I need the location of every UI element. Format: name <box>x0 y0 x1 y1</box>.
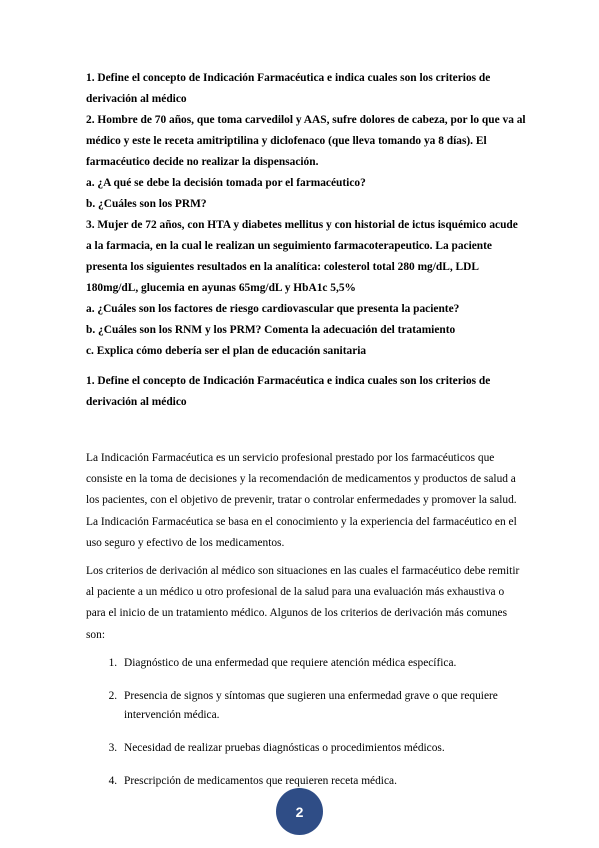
list-item: 2. Presencia de signos y síntomas que sugieren una enfermedad grave o que requiere intervención médica. <box>120 687 526 725</box>
question-3: 3. Mujer de 72 años, con HTA y diabetes mellitus y con historial de ictus isquémico acude a la farmacia, en la cual le realizan un seguimiento farmacoterapeutico. La paciente presenta los siguientes resultados en la analítica: colesterol total 280 mg/dL, LDL 180mg/dL, glucemia en ayunas 65mg/dL y HbA1c 5,5% <box>86 219 518 294</box>
question-2: 2. Hombre de 70 años, que toma carvedilol y AAS, sufre dolores de cabeza, por lo que va al médico y este le receta amitriptilina y diclofenaco (que lleva tomando ya 8 días). El farmacéutico decide no realizar la dispensación. <box>86 114 526 168</box>
page-number-badge: 2 <box>276 788 323 835</box>
question-3a: a. ¿Cuáles son los factores de riesgo cardiovascular que presenta la paciente? <box>86 303 460 315</box>
question-3b: b. ¿Cuáles son los RNM y los PRM? Comenta la adecuación del tratamiento <box>86 324 456 336</box>
paragraph-definition: La Indicación Farmacéutica es un servicio profesional prestado por los farmacéuticos que consiste en la toma de decisiones y la recomendación de medicamentos y productos de salud a los pacientes, con el objetivo de prevenir, tratar o controlar enfermedades y promover la salud. La Indicación Farmacéutica se basa en el conocimiento y la experiencia del farmacéutico en el uso seguro y efectivo de los medicamentos. <box>86 452 517 549</box>
document-page <box>86 68 526 791</box>
list-item: 3. Necesidad de realizar pruebas diagnósticas o procedimientos médicos. <box>120 739 526 758</box>
questions-block <box>86 68 526 362</box>
list-item: 1. Diagnóstico de una enfermedad que requiere atención médica específica. <box>120 654 526 673</box>
question-1: 1. Define el concepto de Indicación Farmacéutica e indica cuales son los criterios de derivación al médico <box>86 72 491 105</box>
list-item: 4. Prescripción de medicamentos que requieren receta médica. <box>120 772 526 791</box>
criteria-list <box>86 654 526 791</box>
question-2a: a. ¿A qué se debe la decisión tomada por el farmacéutico? <box>86 177 366 189</box>
answer-heading: 1. Define el concepto de Indicación Farmacéutica e indica cuales son los criterios de derivación al médico <box>86 375 491 408</box>
question-2b: b. ¿Cuáles son los PRM? <box>86 198 207 210</box>
question-3c: c. Explica cómo debería ser el plan de educación sanitaria <box>86 345 367 357</box>
paragraph-criteria-intro: Los criterios de derivación al médico son situaciones en las cuales el farmacéutico debe remitir al paciente a un médico u otro profesional de la salud para una evaluación más exhaustiva o para el inicio de un tratamiento médico. Algunos de los criterios de derivación más comunes son: <box>86 565 520 641</box>
